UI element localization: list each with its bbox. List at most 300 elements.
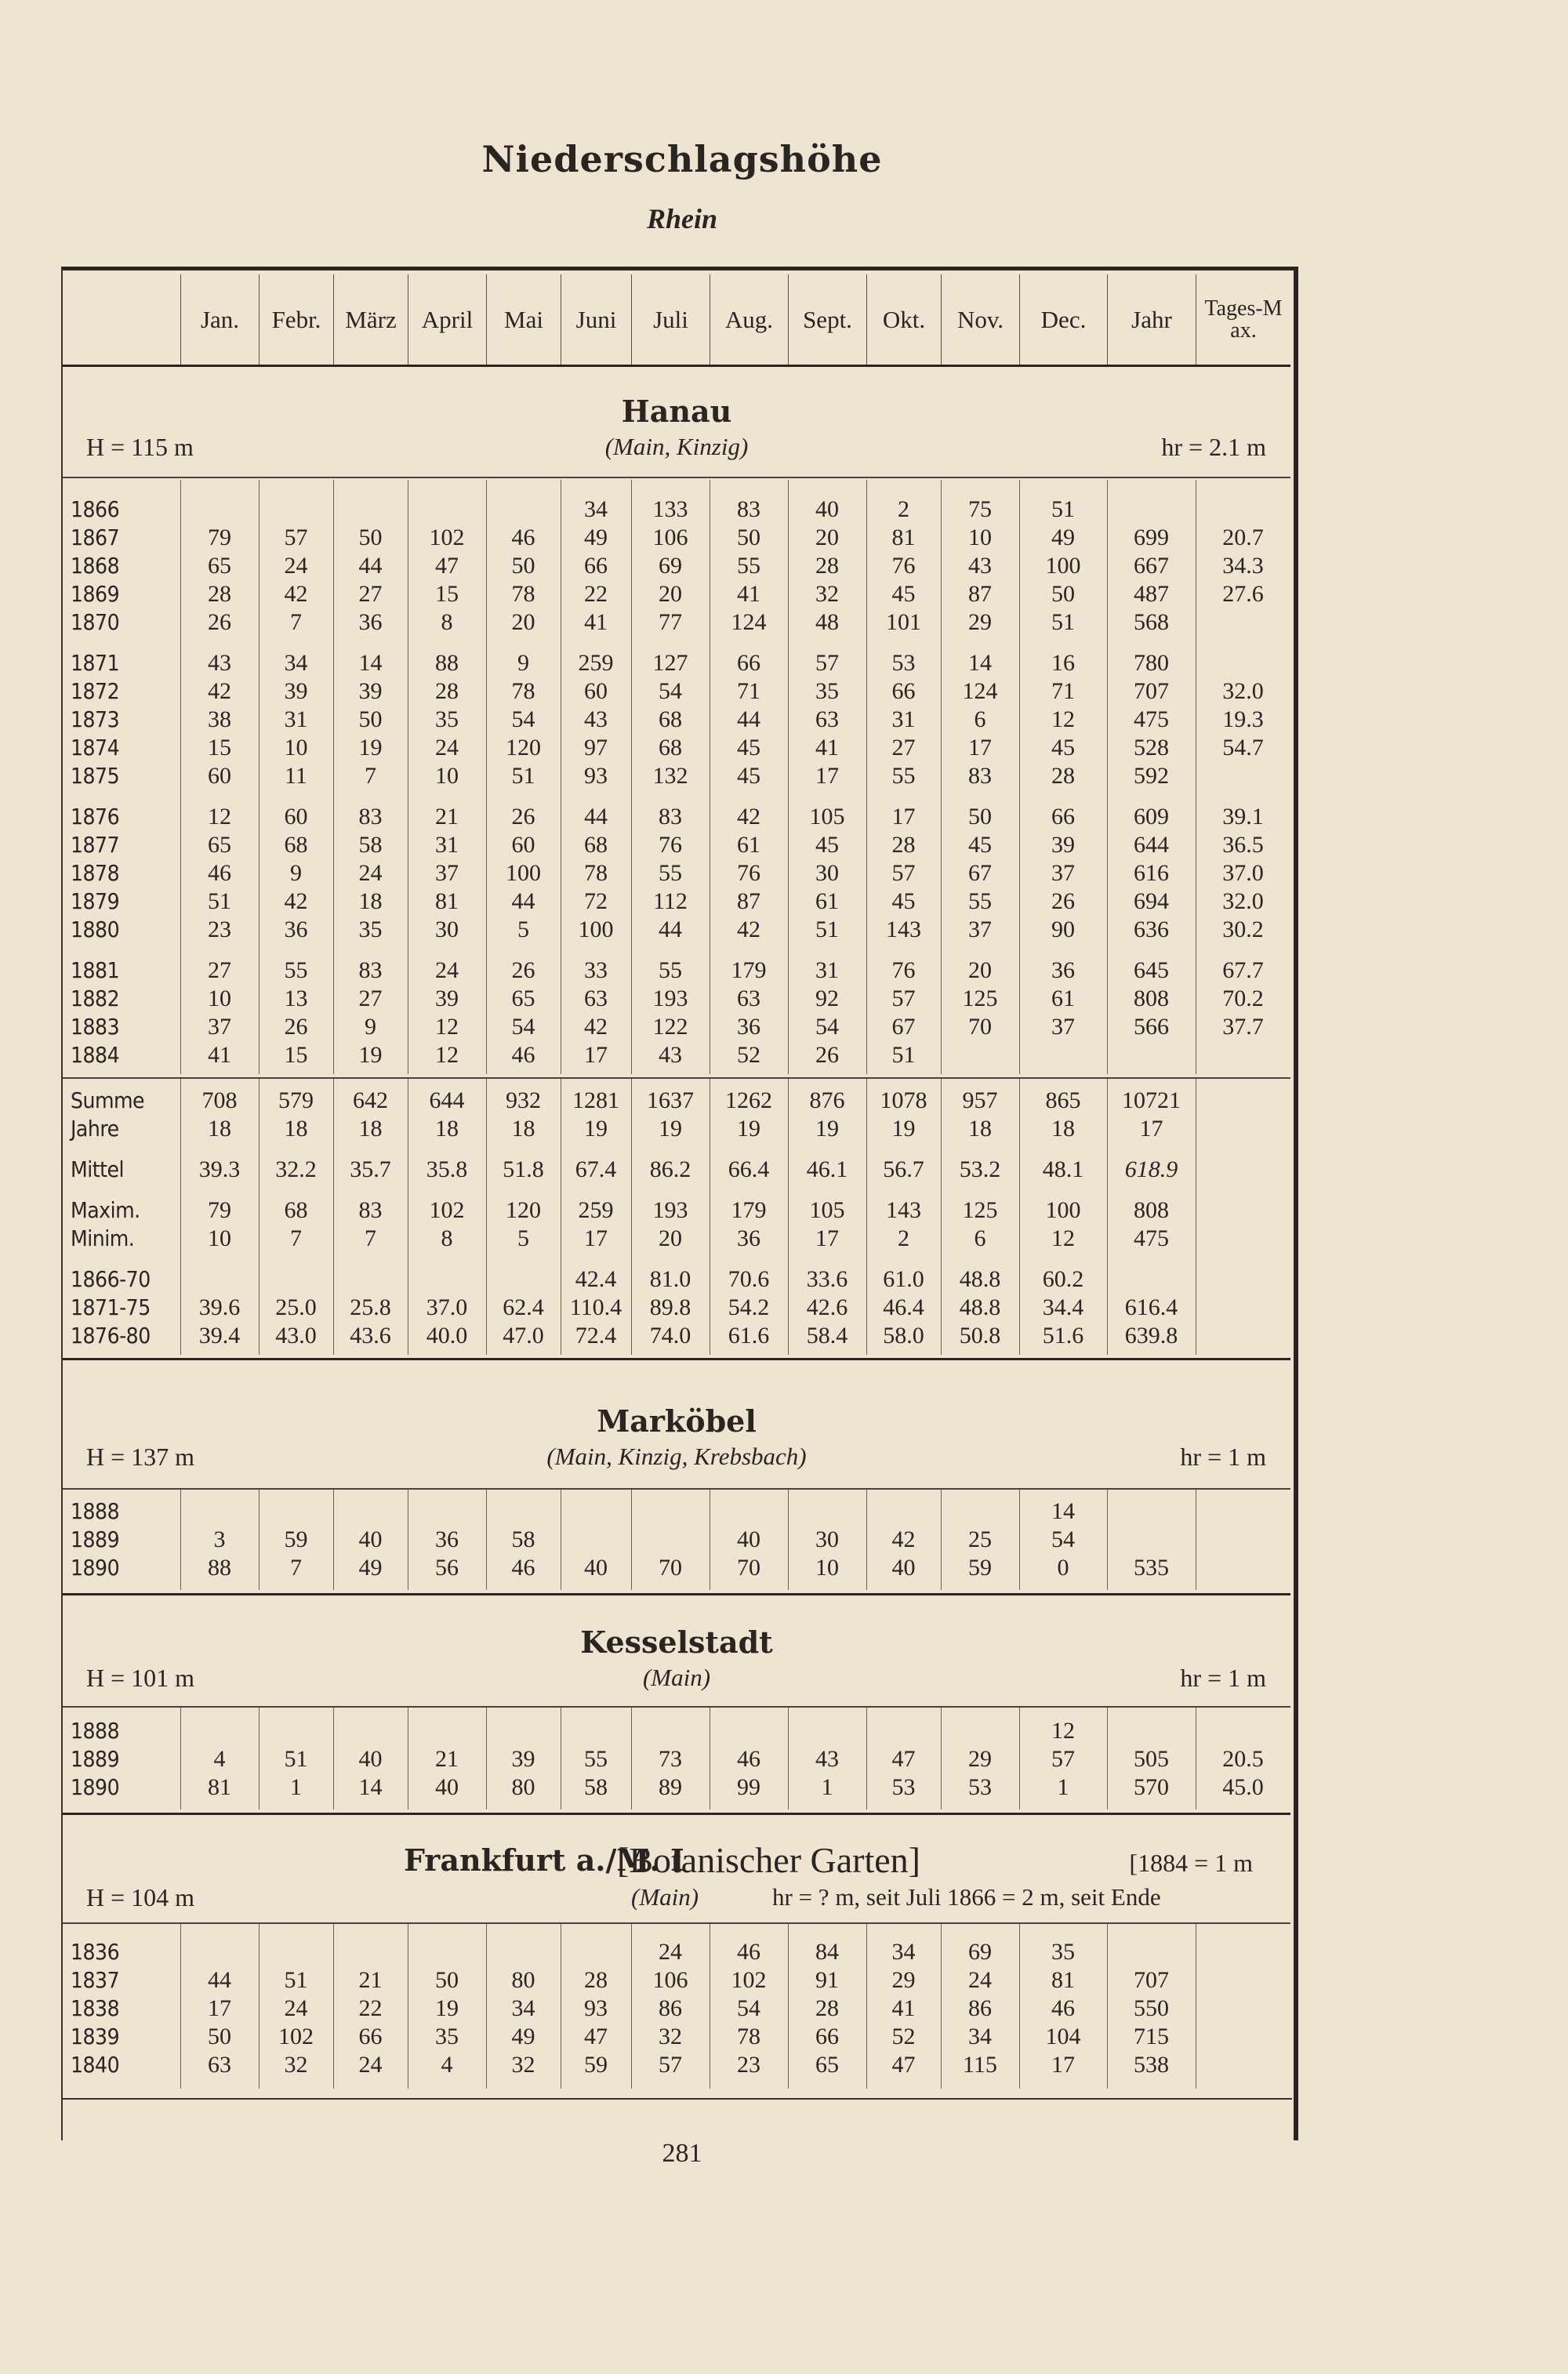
section-elevation: H = 115 m: [86, 433, 194, 461]
section-rivers: (Main): [631, 1883, 699, 1911]
data-cell: 15: [435, 581, 459, 607]
data-cell: 57: [891, 986, 916, 1011]
data-cell: 86: [968, 1995, 992, 2021]
header-cell-13: Jahr: [1107, 274, 1196, 365]
data-cell: 20: [659, 581, 682, 607]
row-label: 1876-80: [71, 1323, 151, 1349]
data-cell: [486, 495, 561, 524]
column-divider: [941, 1924, 942, 2089]
column-divider: [631, 1708, 632, 1810]
data-cell: 83: [737, 496, 760, 522]
data-cell: 81: [208, 1774, 231, 1800]
data-cell: [631, 1497, 710, 1526]
data-cell: [561, 1717, 631, 1745]
data-cell: 63: [737, 986, 760, 1011]
data-cell: 39: [1051, 832, 1075, 858]
data-cell: [1107, 1717, 1196, 1745]
data-cell: 66: [815, 2024, 839, 2049]
data-cell: 27: [358, 581, 383, 607]
data-cell: 8: [441, 1225, 453, 1251]
data-cell: 609: [1134, 804, 1169, 829]
data-cell: 39: [284, 678, 308, 704]
data-cell: 9: [517, 650, 529, 676]
data-cell: 115: [963, 2052, 997, 2078]
data-cell: 24: [284, 553, 308, 579]
data-cell: 46: [737, 1939, 760, 1965]
data-cell: 23: [737, 2052, 760, 2078]
data-cell: 2: [898, 1225, 909, 1251]
data-cell: 24: [358, 860, 383, 886]
data-cell: 18: [358, 1116, 383, 1142]
data-cell: [1196, 1265, 1290, 1294]
data-cell: 59: [284, 1526, 308, 1552]
data-cell: [941, 1717, 1019, 1745]
data-cell: 43: [815, 1746, 839, 1772]
column-divider: [1107, 1490, 1108, 1590]
data-cell: 570: [1134, 1774, 1169, 1800]
data-cell: 24: [358, 2052, 383, 2078]
data-cell: 67: [891, 1014, 916, 1040]
data-cell: 50.8: [959, 1323, 1001, 1349]
data-cell: 43: [659, 1042, 682, 1068]
data-cell: 35.8: [426, 1156, 468, 1182]
data-cell: 70.2: [1222, 986, 1264, 1011]
data-cell: 30: [815, 1526, 839, 1552]
data-cell: 26: [511, 957, 535, 983]
section-rule: [63, 1813, 1290, 1815]
data-cell: 46: [1051, 1995, 1075, 2021]
data-cell: 35: [435, 706, 459, 732]
data-cell: [631, 1526, 710, 1554]
data-cell: 18: [435, 1116, 459, 1142]
data-cell: 31: [815, 957, 839, 983]
row-label: 1871: [71, 650, 120, 676]
data-cell: 66: [358, 2024, 383, 2049]
data-cell: [1196, 1995, 1290, 2023]
data-cell: 23: [208, 917, 231, 942]
column-divider: [941, 1708, 942, 1810]
data-cell: 65: [208, 553, 231, 579]
row-label: 1839: [71, 2024, 120, 2049]
data-cell: 10: [208, 986, 231, 1011]
data-cell: [561, 1938, 631, 1966]
data-cell: 44: [358, 553, 383, 579]
data-cell: 20.7: [1222, 525, 1264, 550]
section-elevation: H = 104 m: [86, 1883, 195, 1911]
data-cell: [1107, 1041, 1196, 1069]
row-label: 1868: [71, 553, 120, 579]
column-divider: [333, 1924, 334, 2089]
data-cell: [631, 1717, 710, 1745]
data-cell: 69: [968, 1939, 992, 1965]
data-cell: 18: [1051, 1116, 1075, 1142]
data-cell: 2: [898, 496, 909, 522]
data-cell: 99: [737, 1774, 760, 1800]
data-cell: 57: [284, 525, 308, 550]
data-cell: 55: [659, 860, 682, 886]
data-cell: 10: [435, 763, 459, 789]
data-cell: 708: [201, 1087, 238, 1113]
data-cell: 39: [435, 986, 459, 1011]
data-cell: 24: [659, 1939, 682, 1965]
data-cell: [486, 1717, 561, 1745]
data-cell: 22: [584, 581, 608, 607]
column-divider: [941, 1490, 942, 1590]
data-cell: 58: [584, 1774, 608, 1800]
data-cell: 957: [962, 1087, 998, 1113]
data-cell: 46: [511, 1042, 535, 1068]
data-cell: 48.8: [959, 1294, 1001, 1320]
data-cell: 19: [435, 1995, 459, 2021]
data-cell: 55: [737, 553, 760, 579]
data-cell: 52: [891, 2024, 916, 2049]
data-cell: [333, 1265, 408, 1294]
data-cell: 46.1: [806, 1156, 848, 1182]
data-cell: [1196, 1225, 1290, 1253]
data-cell: 579: [278, 1087, 314, 1113]
data-cell: 42.6: [806, 1294, 848, 1320]
data-cell: [259, 495, 333, 524]
data-cell: 48.1: [1042, 1156, 1084, 1182]
data-cell: 42: [284, 888, 308, 914]
column-divider: [486, 480, 487, 1074]
data-cell: 694: [1134, 888, 1169, 914]
data-cell: 39.3: [198, 1156, 241, 1182]
data-cell: 45: [737, 735, 760, 760]
data-cell: 16: [1051, 650, 1075, 676]
data-cell: 11: [285, 763, 307, 789]
data-cell: 808: [1134, 986, 1169, 1011]
data-cell: 54: [511, 1014, 535, 1040]
header-cell-10: Okt.: [866, 274, 941, 365]
data-cell: 45: [815, 832, 839, 858]
data-cell: 1078: [880, 1087, 927, 1113]
column-divider: [180, 1079, 181, 1355]
data-cell: 34: [968, 2024, 992, 2049]
data-cell: 28: [891, 832, 916, 858]
table-frame-bottom: [61, 2098, 1292, 2100]
section-rule: [63, 1593, 1290, 1595]
data-cell: 122: [652, 1014, 688, 1040]
data-cell: [333, 1717, 408, 1745]
data-cell: [486, 1938, 561, 1966]
section-title: Marköbel: [597, 1403, 757, 1439]
data-cell: 68: [284, 832, 308, 858]
data-cell: 58: [511, 1526, 535, 1552]
data-cell: 40: [815, 496, 839, 522]
data-cell: 54.7: [1222, 735, 1264, 760]
row-label: 1880: [71, 917, 120, 942]
data-cell: 19: [737, 1116, 760, 1142]
data-cell: 17: [1139, 1116, 1163, 1142]
section-rivers: (Main): [642, 1664, 711, 1691]
data-cell: 51: [208, 888, 231, 914]
row-label: Mittel: [71, 1156, 124, 1182]
data-cell: 39: [511, 1746, 535, 1772]
data-cell: 66: [1051, 804, 1075, 829]
data-cell: [1196, 2051, 1290, 2079]
data-cell: 5: [517, 917, 529, 942]
data-cell: [259, 1265, 333, 1294]
data-cell: 56: [435, 1555, 459, 1581]
data-cell: 40: [358, 1526, 383, 1552]
data-cell: 65: [511, 986, 535, 1011]
data-cell: 34.3: [1222, 553, 1264, 579]
data-cell: 66: [584, 553, 608, 579]
data-cell: [561, 1526, 631, 1554]
column-header-row: [63, 274, 1290, 367]
data-cell: 259: [578, 1197, 614, 1223]
data-cell: 88: [208, 1555, 231, 1581]
column-divider: [180, 1490, 181, 1590]
data-cell: [1196, 762, 1290, 790]
data-cell: 53: [891, 1774, 916, 1800]
data-cell: [1107, 1938, 1196, 1966]
row-label: 1873: [71, 706, 120, 732]
data-cell: 44: [737, 706, 760, 732]
header-cell-8: Aug.: [710, 274, 788, 365]
data-cell: 5: [517, 1225, 529, 1251]
data-cell: 22: [358, 1995, 383, 2021]
data-cell: 31: [284, 706, 308, 732]
data-cell: 33.6: [806, 1266, 848, 1292]
data-cell: 65: [208, 832, 231, 858]
data-cell: 54: [659, 678, 682, 704]
data-cell: 68: [659, 706, 682, 732]
column-divider: [1019, 1708, 1020, 1810]
row-label: 1882: [71, 986, 120, 1011]
data-cell: [1196, 1717, 1290, 1745]
row-label: 1890: [71, 1555, 120, 1581]
data-cell: 4: [441, 2052, 453, 2078]
data-cell: 78: [584, 860, 608, 886]
data-cell: 50: [358, 706, 383, 732]
data-cell: 47.0: [503, 1323, 544, 1349]
data-cell: 568: [1134, 609, 1169, 635]
data-cell: 45: [737, 763, 760, 789]
data-cell: 49: [511, 2024, 535, 2049]
section-title: Hanau: [621, 394, 732, 429]
header-cell-3: März: [333, 274, 408, 365]
data-cell: 1: [1057, 1774, 1069, 1800]
data-cell: 51: [284, 1967, 308, 1993]
data-cell: 21: [435, 1746, 459, 1772]
data-cell: 45: [968, 832, 992, 858]
data-cell: 259: [578, 650, 614, 676]
data-cell: [180, 1265, 259, 1294]
data-cell: 93: [584, 763, 608, 789]
column-divider: [333, 1079, 334, 1355]
data-cell: 125: [962, 1197, 998, 1223]
row-label: 1877: [71, 832, 120, 858]
data-cell: 81: [1051, 1967, 1075, 1993]
data-cell: [1196, 1087, 1290, 1115]
column-divider: [1107, 480, 1108, 1074]
column-divider: [333, 1490, 334, 1590]
data-cell: 55: [968, 888, 992, 914]
data-cell: [333, 1497, 408, 1526]
data-cell: 27: [891, 735, 916, 760]
data-cell: 40: [584, 1555, 608, 1581]
data-cell: 62.4: [503, 1294, 544, 1320]
header-cell-2: Febr.: [259, 274, 333, 365]
data-cell: 36: [358, 609, 383, 635]
data-cell: 45: [891, 888, 916, 914]
data-cell: 87: [737, 888, 760, 914]
data-cell: 70.6: [728, 1266, 770, 1292]
data-cell: 25.0: [275, 1294, 317, 1320]
data-cell: 487: [1134, 581, 1169, 607]
data-cell: 35: [435, 2024, 459, 2049]
column-divider: [486, 1924, 487, 2089]
section-gauge-height: hr = ? m, seit Juli 1866 = 2 m, seit Ende: [772, 1883, 1161, 1911]
column-divider: [631, 1924, 632, 2089]
header-cell-empty: [63, 274, 180, 365]
data-cell: 707: [1134, 1967, 1169, 1993]
data-cell: 79: [208, 525, 231, 550]
header-cell-1: Jan.: [180, 274, 259, 365]
data-cell: 26: [511, 804, 535, 829]
data-cell: 7: [365, 763, 376, 789]
data-cell: 40: [435, 1774, 459, 1800]
data-cell: 58.4: [806, 1323, 848, 1349]
data-cell: [1107, 1265, 1196, 1294]
section-rule: [63, 1358, 1290, 1360]
data-cell: 45: [1051, 735, 1075, 760]
data-cell: 36.5: [1222, 832, 1264, 858]
data-cell: 34: [891, 1939, 916, 1965]
data-cell: 19.3: [1222, 706, 1264, 732]
data-cell: 66.4: [728, 1156, 770, 1182]
data-cell: 41: [891, 1995, 916, 2021]
data-cell: [1107, 1526, 1196, 1554]
data-cell: 19: [891, 1116, 916, 1142]
data-cell: 1: [821, 1774, 833, 1800]
column-divider: [1107, 1924, 1108, 2089]
header-cell-4: April: [408, 274, 486, 365]
data-cell: 43: [968, 553, 992, 579]
data-cell: [866, 1717, 941, 1745]
data-cell: 39: [358, 678, 383, 704]
data-cell: 72: [584, 888, 608, 914]
column-divider: [333, 1708, 334, 1810]
data-cell: 179: [731, 1197, 767, 1223]
data-cell: 34: [511, 1995, 535, 2021]
data-cell: [1196, 1041, 1290, 1069]
data-cell: 17: [1051, 2052, 1075, 2078]
row-label: 1878: [71, 860, 120, 886]
row-label: 1866-70: [71, 1266, 151, 1292]
page-subtitle: Rhein: [646, 203, 718, 234]
column-divider: [259, 1490, 260, 1590]
column-divider: [631, 480, 632, 1074]
data-cell: 40: [737, 1526, 760, 1552]
data-cell: 644: [429, 1087, 465, 1113]
data-cell: 44: [208, 1967, 231, 1993]
data-cell: 46: [511, 525, 535, 550]
data-cell: 59: [968, 1555, 992, 1581]
data-cell: 26: [1051, 888, 1075, 914]
data-cell: 46.4: [883, 1294, 924, 1320]
data-cell: 50: [968, 804, 992, 829]
data-cell: 29: [968, 1746, 992, 1772]
data-cell: 36: [435, 1526, 459, 1552]
data-cell: [180, 495, 259, 524]
data-cell: 37: [968, 917, 992, 942]
data-cell: 37.0: [426, 1294, 468, 1320]
data-cell: 12: [1051, 706, 1075, 732]
data-cell: 24: [968, 1967, 992, 1993]
data-cell: 42: [891, 1526, 916, 1552]
data-cell: 78: [511, 678, 535, 704]
data-cell: 28: [435, 678, 459, 704]
data-cell: 84: [815, 1939, 839, 1965]
data-cell: [788, 1717, 866, 1745]
data-cell: 53: [891, 650, 916, 676]
data-cell: 120: [506, 1197, 541, 1223]
data-cell: 40.0: [426, 1323, 468, 1349]
data-cell: 39.4: [198, 1323, 241, 1349]
data-cell: 97: [584, 735, 608, 760]
data-cell: 9: [365, 1014, 376, 1040]
row-label: 1881: [71, 957, 120, 983]
section-rule: [63, 477, 1290, 478]
header-cell-6: Juni: [561, 274, 631, 365]
row-label: 1890: [71, 1774, 120, 1800]
data-cell: 32.0: [1222, 678, 1264, 704]
header-cell-9: Sept.: [788, 274, 866, 365]
data-cell: 48.8: [959, 1266, 1001, 1292]
data-cell: 83: [358, 957, 383, 983]
data-cell: 505: [1134, 1746, 1169, 1772]
data-cell: 80: [511, 1774, 535, 1800]
data-cell: 58.0: [883, 1323, 924, 1349]
header-cell-14: Tages-Max.: [1196, 274, 1290, 365]
data-cell: 65: [815, 2052, 839, 2078]
data-cell: 780: [1134, 650, 1169, 676]
data-cell: 50: [511, 553, 535, 579]
column-divider: [866, 480, 867, 1074]
data-cell: 35: [815, 678, 839, 704]
data-cell: 26: [815, 1042, 839, 1068]
data-cell: 63: [584, 986, 608, 1011]
data-cell: 1: [290, 1774, 302, 1800]
data-cell: 10: [284, 735, 308, 760]
data-cell: [710, 1497, 788, 1526]
row-label: 1875: [71, 763, 120, 789]
data-cell: 143: [886, 1197, 921, 1223]
data-cell: 57: [815, 650, 839, 676]
column-divider: [259, 1079, 260, 1355]
section-gauge-height: hr = 1 m: [1180, 1443, 1266, 1471]
data-cell: 86: [659, 1995, 682, 2021]
data-cell: 18: [968, 1116, 992, 1142]
data-cell: 52: [737, 1042, 760, 1068]
data-cell: 63: [815, 706, 839, 732]
data-cell: [1196, 1196, 1290, 1225]
data-cell: 24: [284, 1995, 308, 2021]
data-cell: [1196, 1322, 1290, 1350]
data-cell: 592: [1134, 763, 1169, 789]
data-cell: 10721: [1122, 1087, 1181, 1113]
column-divider: [180, 1708, 181, 1810]
data-cell: 55: [891, 763, 916, 789]
data-cell: 34: [584, 496, 608, 522]
data-cell: 639.8: [1124, 1323, 1178, 1349]
column-divider: [788, 1490, 789, 1590]
data-cell: 81.0: [649, 1266, 691, 1292]
data-cell: 102: [731, 1967, 767, 1993]
